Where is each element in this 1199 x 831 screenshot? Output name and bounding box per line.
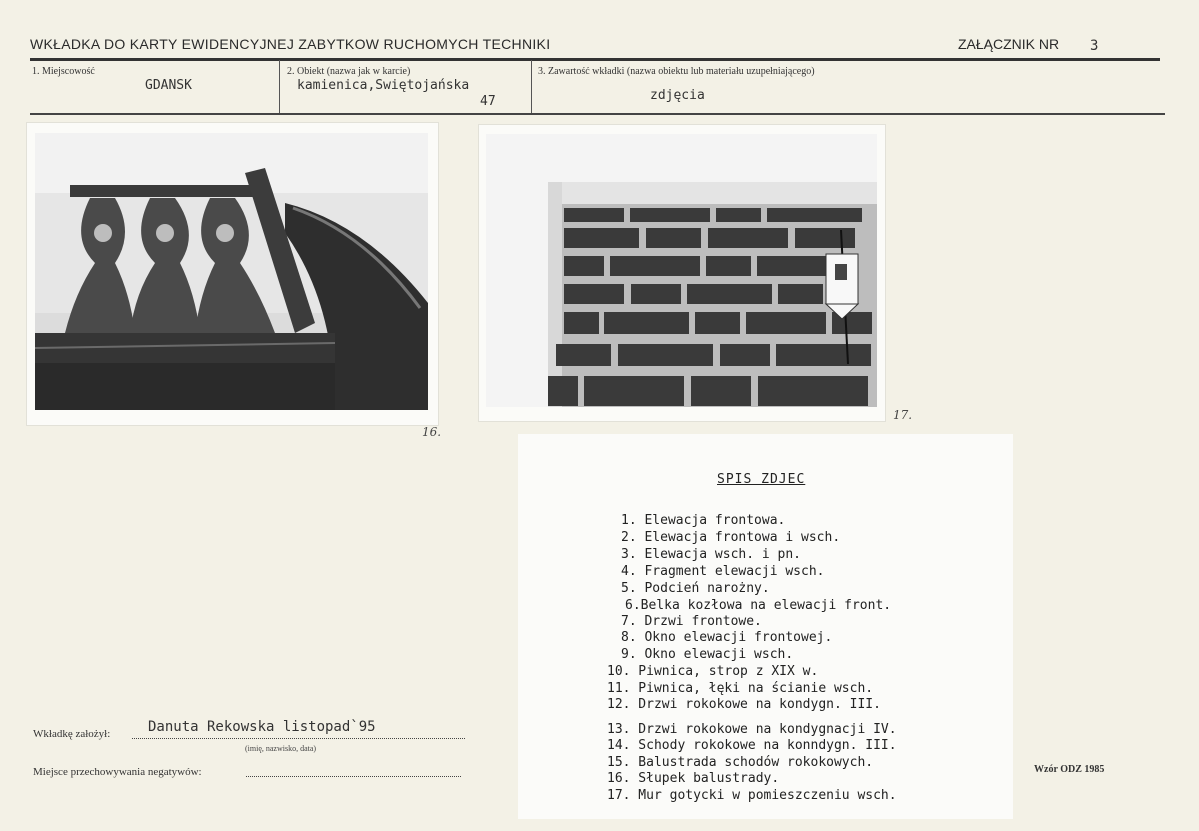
list-item: 4. Fragment elewacji wsch.	[621, 564, 825, 579]
locality-label: 1. Miejscowość	[32, 66, 95, 77]
object-number-value: 47	[480, 94, 496, 109]
field-divider	[279, 60, 280, 114]
list-item: 12. Drzwi rokokowe na kondygn. III.	[607, 697, 881, 712]
list-item: 15. Balustrada schodów rokokowych.	[607, 755, 874, 770]
form-version: Wzór ODZ 1985	[1034, 764, 1105, 775]
created-by-hint: (imię, nazwisko, data)	[245, 744, 317, 753]
list-item: 10. Piwnica, strop z XIX w.	[607, 664, 819, 679]
contents-value: zdjęcia	[650, 88, 705, 103]
photo-17-number: 17.	[893, 408, 913, 422]
object-label: 2. Obiekt (nazwa jak w karcie)	[287, 66, 411, 77]
created-by-value: Danuta Rekowska listopad`95	[148, 719, 376, 735]
object-value: kamienica,Swiętojańska	[297, 78, 470, 93]
list-item: 14. Schody rokokowe na konndygn. III.	[607, 738, 897, 753]
annex-label: ZAŁĄCZNIK NR	[958, 36, 1060, 52]
list-item: 16. Słupek balustrady.	[607, 771, 780, 786]
list-item: 9. Okno elewacji wsch.	[621, 647, 794, 662]
fields-rule	[30, 113, 1165, 115]
list-item: 1. Elewacja frontowa.	[621, 513, 786, 528]
field-divider	[531, 60, 532, 114]
document-title: WKŁADKA DO KARTY EWIDENCYJNEJ ZABYTKOW RUCHOMYCH TECHNIKI	[30, 36, 551, 52]
created-by-label: Wkładkę założył:	[33, 728, 111, 740]
annex-number: 3	[1090, 38, 1099, 54]
photo-16-number: 16.	[422, 425, 442, 439]
photo-17	[478, 124, 886, 422]
list-item: 2. Elewacja frontowa i wsch.	[621, 530, 841, 545]
list-item: 5. Podcień narożny.	[621, 581, 770, 596]
locality-value: GDANSK	[145, 78, 192, 93]
list-item: 11. Piwnica, łęki na ścianie wsch.	[607, 681, 874, 696]
header-rule	[30, 58, 1160, 61]
negatives-location-line	[246, 776, 461, 777]
list-item: 17. Mur gotycki w pomieszczeniu wsch.	[607, 788, 897, 803]
list-item: 3. Elewacja wsch. i pn.	[621, 547, 802, 562]
list-item: 7. Drzwi frontowe.	[621, 614, 762, 629]
balustrade-photo-image	[35, 133, 428, 410]
list-item: 8. Okno elewacji frontowej.	[621, 630, 833, 645]
contents-label: 3. Zawartość wkładki (nazwa obiektu lub materiału uzupełniającego)	[538, 66, 815, 77]
negatives-location-label: Miejsce przechowywania negatywów:	[33, 766, 202, 778]
brick-wall-photo-image	[486, 134, 877, 407]
photo-list-title: SPIS ZDJEC	[717, 472, 806, 487]
list-item: 13. Drzwi rokokowe na kondygnacji IV.	[607, 722, 897, 737]
created-by-line	[132, 738, 465, 739]
list-item: 6.Belka kozłowa na elewacji front.	[625, 598, 892, 613]
photo-16	[26, 122, 439, 426]
